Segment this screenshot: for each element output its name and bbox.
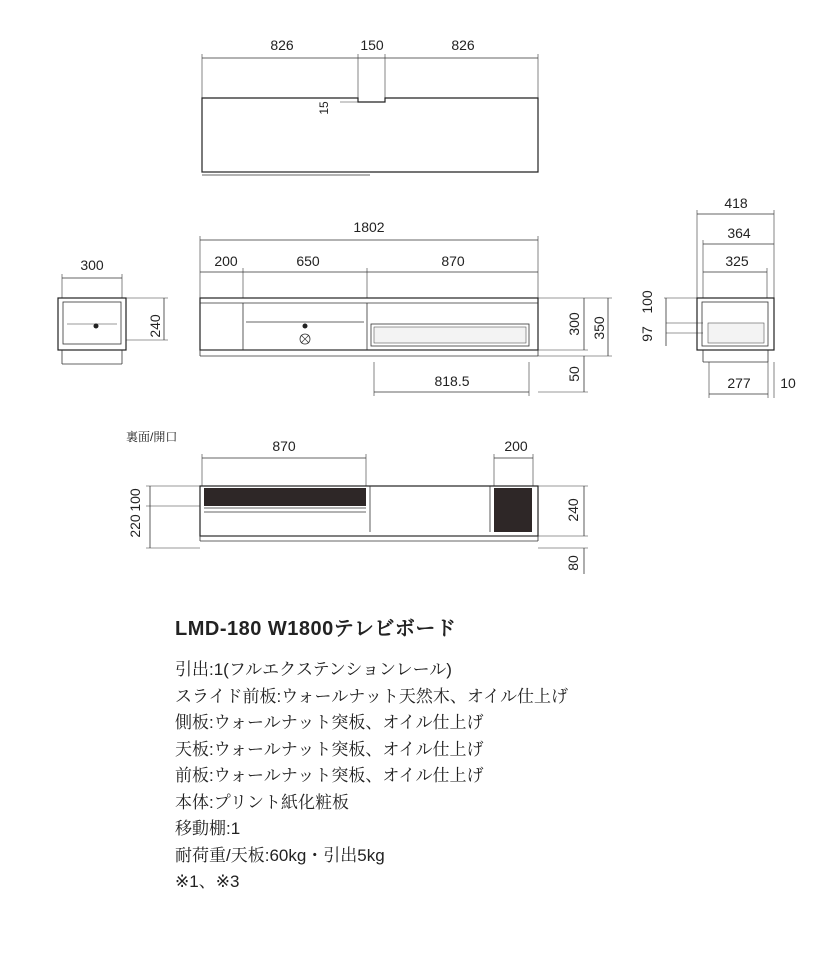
back-opening-narrow (494, 488, 532, 532)
top-view-outline (202, 98, 538, 172)
top-left-width-label: 826 (270, 37, 294, 53)
back-view-title: 裏面/開口 (126, 430, 178, 444)
spec-top-panel: 天板:ウォールナット突板、オイル仕上げ (175, 739, 484, 759)
right-side-view (639, 195, 796, 398)
top-gap-label: 150 (360, 37, 384, 53)
product-title: LMD-180 W1800テレビボード (175, 618, 457, 640)
front-total-width-label: 1802 (353, 219, 385, 235)
right-base-depth-label: 277 (727, 375, 751, 391)
right-overall-depth-label: 418 (724, 195, 748, 211)
spec-drawer: 引出:1(フルエクステンションレール) (175, 660, 452, 679)
front-leg-height-label: 50 (566, 366, 582, 382)
top-right-width-label: 826 (451, 37, 475, 53)
back-height-c-label: 240 (565, 498, 581, 522)
right-offset-label: 10 (780, 375, 796, 391)
left-side-height-label: 240 (147, 314, 163, 338)
spec-load-capacity: 耐荷重/天板:60kg・引出5kg (175, 845, 385, 865)
front-left-section-label: 200 (214, 253, 238, 269)
left-side-depth-label: 300 (80, 257, 104, 273)
front-total-height-label: 350 (591, 316, 607, 340)
front-inner-height-label: 300 (566, 312, 582, 336)
back-opening-narrow-label: 200 (504, 438, 528, 454)
front-view (200, 219, 612, 396)
back-view (126, 430, 588, 574)
front-middle-section-label: 650 (296, 253, 320, 269)
back-height-b-label: 220 (127, 514, 143, 538)
front-base-width-label: 818.5 (434, 373, 470, 389)
right-body-depth-label: 364 (727, 225, 751, 241)
spec-front-panel: 前板:ウォールナット突板、オイル仕上げ (175, 766, 484, 785)
top-notch-label: 15 (317, 101, 331, 115)
back-opening-wide-label: 870 (272, 438, 296, 454)
top-view (202, 37, 538, 175)
right-upper-height-label: 100 (639, 290, 655, 314)
right-lower-height-label: 97 (639, 326, 655, 342)
front-right-section-label: 870 (441, 253, 465, 269)
back-leg-height-label: 80 (565, 555, 581, 571)
spec-body: 本体:プリント紙化粧板 (175, 792, 350, 812)
spec-notes: ※1、※3 (175, 872, 240, 891)
spec-side-panel: 側板:ウォールナット突板、オイル仕上げ (175, 713, 484, 732)
back-height-a-label: 100 (127, 488, 143, 512)
spec-list (175, 657, 815, 896)
spec-shelf: 移動棚:1 (175, 819, 241, 838)
product-specs (175, 612, 815, 896)
left-side-view (58, 257, 168, 364)
spec-slide-front: スライド前板:ウォールナット天然木、オイル仕上げ (175, 686, 569, 706)
right-inner-depth-label: 325 (725, 253, 749, 269)
back-opening-wide (204, 488, 366, 506)
